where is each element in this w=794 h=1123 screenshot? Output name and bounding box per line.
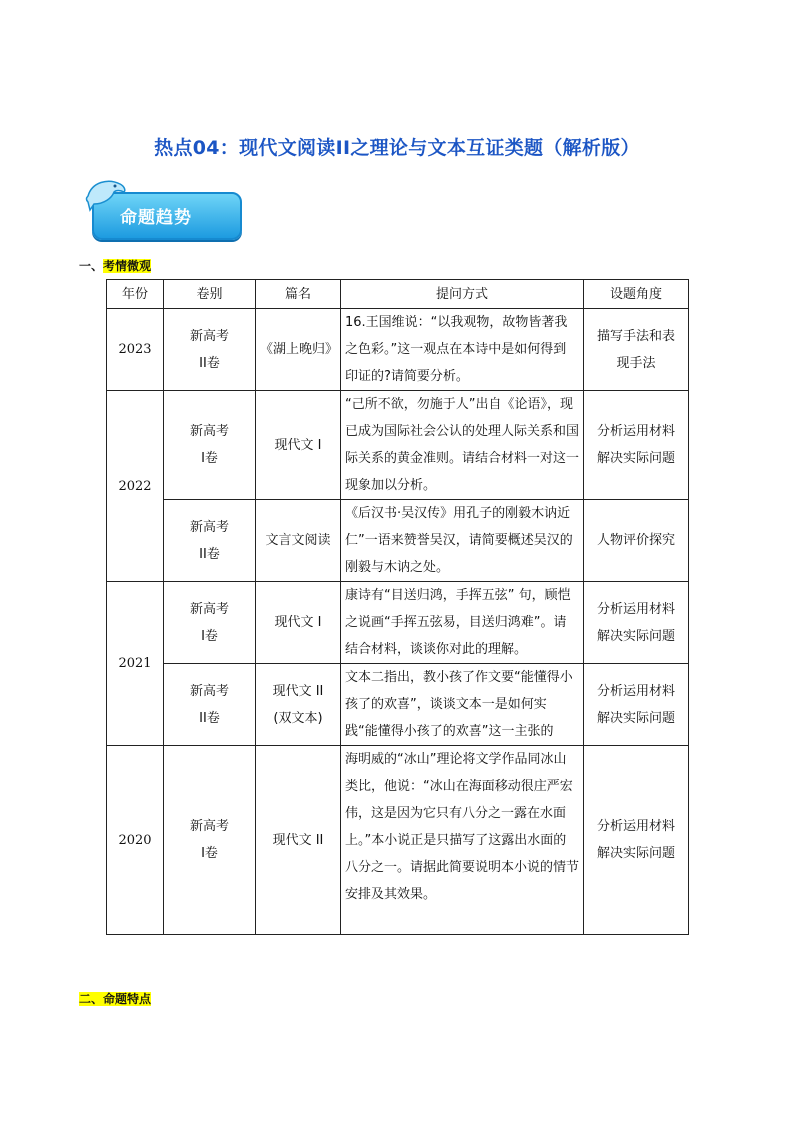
header-year: 年份	[107, 280, 164, 309]
topic-trend-banner	[82, 174, 242, 242]
paper-cell: 新高考 I卷	[164, 391, 256, 500]
year-cell: 2022	[107, 391, 164, 582]
question-cell: “己所不欲，勿施于人”出自《论语》，现已成为国际社会公认的处理人际关系和国际关系的黄金准则。请结合材料一对这一现象加以分析。	[341, 391, 584, 500]
section-2-title: 二、命题特点	[79, 992, 152, 1006]
header-title: 篇名	[256, 280, 341, 309]
title-cell: 《湖上晚归》	[256, 309, 341, 391]
question-cell: 16.王国维说：“以我观物，故物皆著我之色彩。”这一观点在本诗中是如何得到印证的?请简要分析。	[341, 309, 584, 391]
angle-cell: 人物评价探究	[584, 500, 689, 582]
header-paper: 卷别	[164, 280, 256, 309]
year-cell: 2020	[107, 746, 164, 935]
title-cell: 现代文 II	[256, 746, 341, 935]
table-row	[107, 664, 689, 746]
question-cell: 《后汉书·吴汉传》用孔子的刚毅木讷近仁”一语来赞誉吴汉，请简要概述吴汉的刚毅与木讷之处。	[341, 500, 584, 582]
title-cell: 现代文 I	[256, 582, 341, 664]
header-angle: 设题角度	[584, 280, 689, 309]
question-cell: 海明威的“冰山”理论将文学作品同冰山类比，他说：“冰山在海面移动很庄严宏伟，这是因为它只有八分之一露在水面上。”本小说正是只描写了这露出水面的八分之一。请据此简要说明本小说的情节安排及其效果。	[341, 746, 584, 935]
angle-cell: 分析运用材料 解决实际问题	[584, 664, 689, 746]
title-cell: 文言文阅读	[256, 500, 341, 582]
title-cell: 现代文 I	[256, 391, 341, 500]
table-row	[107, 309, 689, 391]
angle-cell: 描写手法和表 现手法	[584, 309, 689, 391]
page-title: 热点04：现代文阅读II之理论与文本互证类题（解析版）	[154, 137, 640, 159]
section-1-number: 一、	[79, 259, 104, 273]
table-row	[107, 500, 689, 582]
section-1-title: 考情微观	[103, 259, 152, 273]
year-cell: 2021	[107, 582, 164, 746]
angle-cell: 分析运用材料 解决实际问题	[584, 582, 689, 664]
table-row	[107, 582, 689, 664]
title-cell: 现代文 II (双文本)	[256, 664, 341, 746]
banner-label: 命题趋势	[120, 208, 192, 228]
section-2-heading	[79, 990, 151, 1007]
angle-cell: 分析运用材料 解决实际问题	[584, 746, 689, 935]
paper-cell: 新高考 I卷	[164, 582, 256, 664]
table-row	[107, 746, 689, 935]
year-cell: 2023	[107, 309, 164, 391]
paper-cell: 新高考 II卷	[164, 664, 256, 746]
paper-cell: 新高考 II卷	[164, 309, 256, 391]
question-cell: 康诗有“目送归鸿，手挥五弦” 句，顾恺之说画“手挥五弦易，目送归鸿难”。请结合材料，谈谈你对此的理解。	[341, 582, 584, 664]
section-1-heading	[79, 257, 151, 274]
question-cell: 文本二指出，教小孩了作文要“能懂得小孩了的欢喜”，谈谈文本一是如何实践“能懂得小孩了的欢喜”这一主张的	[341, 664, 584, 746]
exam-trend-table	[106, 279, 689, 935]
paper-cell: 新高考 I卷	[164, 746, 256, 935]
table-row	[107, 391, 689, 500]
table-header-row	[107, 280, 689, 309]
header-question: 提问方式	[341, 280, 584, 309]
paper-cell: 新高考 II卷	[164, 500, 256, 582]
angle-cell: 分析运用材料 解决实际问题	[584, 391, 689, 500]
